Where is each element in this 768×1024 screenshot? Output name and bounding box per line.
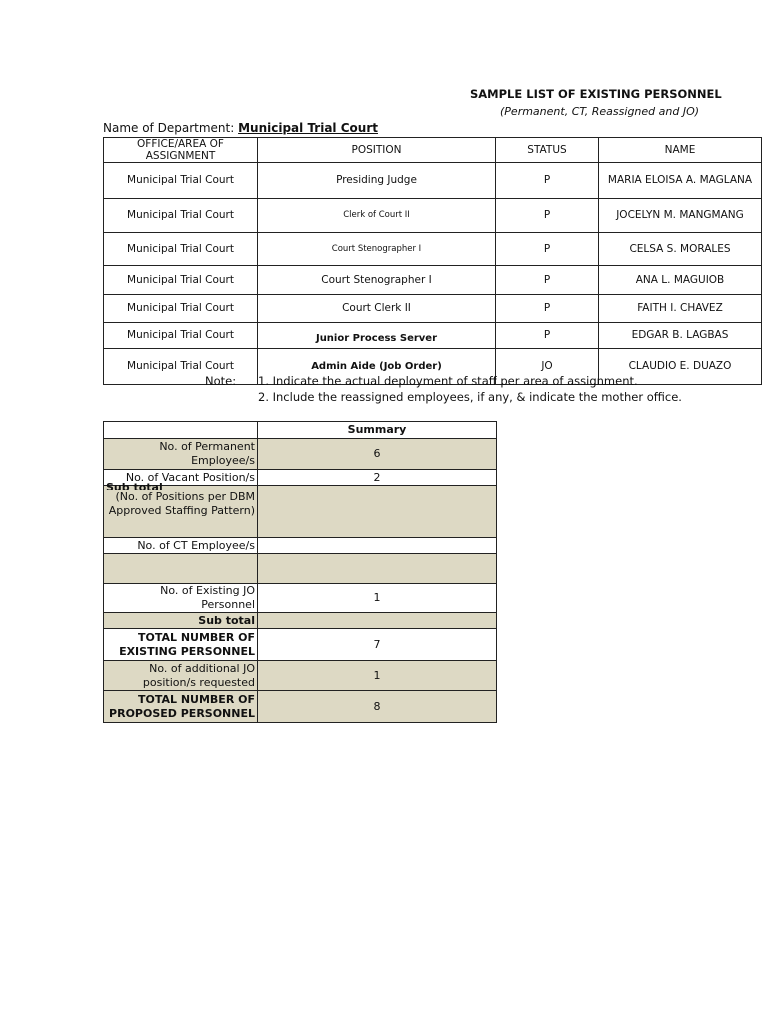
table-row bbox=[104, 266, 762, 295]
office-cell: Municipal Trial Court bbox=[104, 266, 258, 295]
ct-label: No. of CT Employee/s bbox=[104, 538, 258, 554]
vacant-label: No. of Vacant Position/s bbox=[104, 470, 258, 486]
table-row bbox=[104, 233, 762, 266]
status-cell: JO bbox=[496, 349, 599, 385]
subtotal-value bbox=[258, 613, 497, 629]
name-cell: CELSA S. MORALES bbox=[599, 233, 762, 266]
column-header-status: STATUS bbox=[496, 138, 599, 163]
name-cell: MARIA ELOISA A. MAGLANA bbox=[599, 163, 762, 199]
status-cell: P bbox=[496, 295, 599, 323]
office-cell: Municipal Trial Court bbox=[104, 295, 258, 323]
permanent-value: 6 bbox=[258, 439, 497, 470]
note-line-2: 2. Include the reassigned employees, if any, & indicate the mother office. bbox=[258, 390, 682, 404]
name-cell: JOCELYN M. MANGMANG bbox=[599, 199, 762, 233]
office-cell: Municipal Trial Court bbox=[104, 349, 258, 385]
position-cell: Junior Process Server bbox=[258, 323, 496, 349]
status-cell: P bbox=[496, 199, 599, 233]
additional-jo-value: 1 bbox=[258, 661, 497, 691]
name-cell: FAITH I. CHAVEZ bbox=[599, 295, 762, 323]
jo-value: 1 bbox=[258, 584, 497, 613]
status-cell: P bbox=[496, 163, 599, 199]
office-cell: Municipal Trial Court bbox=[104, 163, 258, 199]
clipped-subtotal-text: Sub total bbox=[106, 483, 163, 490]
additional-jo-label: No. of additional JO position/s requested bbox=[104, 661, 258, 691]
summary-row bbox=[104, 613, 497, 629]
summary-row bbox=[104, 584, 497, 613]
permanent-label: No. of Permanent Employee/s bbox=[104, 439, 258, 470]
department-label: Name of Department: bbox=[103, 121, 235, 135]
status-cell: P bbox=[496, 266, 599, 295]
department-line bbox=[103, 121, 378, 135]
blank-cell bbox=[258, 554, 497, 584]
ct-value bbox=[258, 538, 497, 554]
positions-value bbox=[258, 486, 497, 538]
blank-cell bbox=[104, 554, 258, 584]
document-title: SAMPLE LIST OF EXISTING PERSONNEL bbox=[470, 87, 722, 101]
summary-row bbox=[104, 439, 497, 470]
document-subtitle: (Permanent, CT, Reassigned and JO) bbox=[500, 105, 700, 118]
name-cell: EDGAR B. LAGBAS bbox=[599, 323, 762, 349]
total-existing-label: TOTAL NUMBER OF EXISTING PERSONNEL bbox=[104, 629, 258, 661]
positions-label: (No. of Positions per DBM Approved Staffing Pattern) bbox=[108, 490, 255, 517]
subtotal-label: Sub total bbox=[104, 613, 258, 629]
table-row bbox=[104, 199, 762, 233]
summary-row bbox=[104, 661, 497, 691]
summary-row bbox=[104, 691, 497, 723]
table-row bbox=[104, 323, 762, 349]
position-cell: Court Stenographer I bbox=[258, 266, 496, 295]
summary-row bbox=[104, 486, 497, 538]
summary-row bbox=[104, 629, 497, 661]
total-existing-value: 7 bbox=[258, 629, 497, 661]
summary-header-row bbox=[104, 422, 497, 439]
table-header-row bbox=[104, 138, 762, 163]
position-cell: Clerk of Court II bbox=[258, 199, 496, 233]
position-cell: Court Stenographer I bbox=[258, 233, 496, 266]
status-cell: P bbox=[496, 233, 599, 266]
summary-table bbox=[103, 421, 497, 723]
status-cell: P bbox=[496, 323, 599, 349]
column-header-position: POSITION bbox=[258, 138, 496, 163]
table-row bbox=[104, 295, 762, 323]
note-line-1: 1. Indicate the actual deployment of staff per area of assignment. bbox=[258, 374, 638, 388]
column-header-name: NAME bbox=[599, 138, 762, 163]
department-name: Municipal Trial Court bbox=[238, 121, 378, 135]
position-cell: Presiding Judge bbox=[258, 163, 496, 199]
summary-heading: Summary bbox=[258, 422, 497, 439]
column-header-office: OFFICE/AREA OF ASSIGNMENT bbox=[104, 138, 258, 163]
office-cell: Municipal Trial Court bbox=[104, 233, 258, 266]
total-proposed-value: 8 bbox=[258, 691, 497, 723]
name-cell: CLAUDIO E. DUAZO bbox=[599, 349, 762, 385]
positions-cell bbox=[104, 483, 258, 538]
name-cell: ANA L. MAGUIOB bbox=[599, 266, 762, 295]
office-cell: Municipal Trial Court bbox=[104, 199, 258, 233]
summary-row bbox=[104, 554, 497, 584]
summary-row bbox=[104, 538, 497, 554]
position-cell: Court Clerk II bbox=[258, 295, 496, 323]
personnel-table bbox=[103, 137, 762, 385]
jo-label: No. of Existing JO Personnel bbox=[104, 584, 258, 613]
table-row bbox=[104, 163, 762, 199]
vacant-value: 2 bbox=[258, 470, 497, 486]
position-cell: Admin Aide (Job Order) bbox=[258, 349, 496, 385]
office-cell: Municipal Trial Court bbox=[104, 323, 258, 349]
note-label: Note: bbox=[205, 374, 237, 388]
total-proposed-label: TOTAL NUMBER OF PROPOSED PERSONNEL bbox=[104, 691, 258, 723]
